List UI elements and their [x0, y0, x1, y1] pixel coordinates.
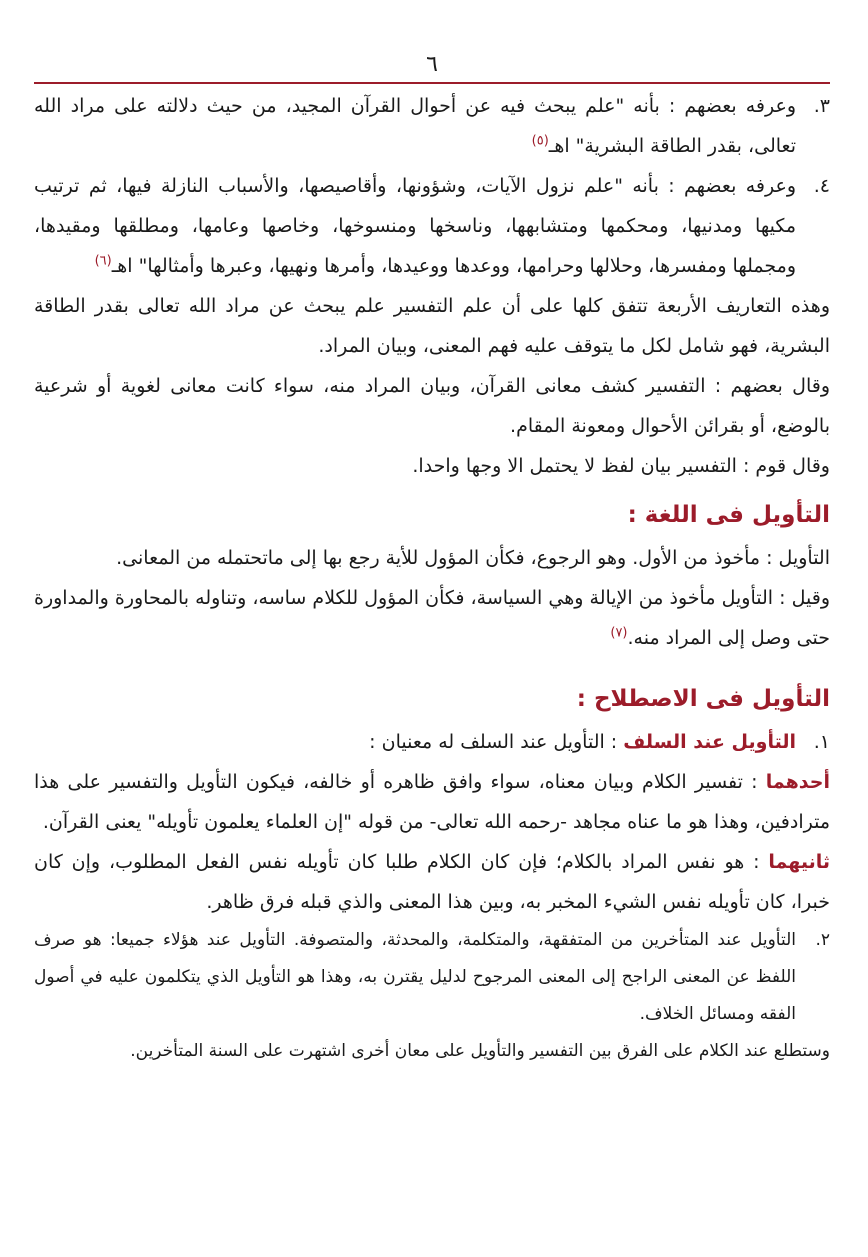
page-number: ٦ — [426, 52, 438, 77]
closing-paragraph: وستطلع عند الكلام على الفرق بين التفسير والتأويل على معان أخرى اشتهرت على السنة المتأخرين. — [130, 1041, 830, 1061]
page-body — [34, 86, 830, 1070]
footnote-ref: (٦) — [94, 253, 112, 269]
first-meaning — [34, 762, 830, 842]
item-number: ٤. — [813, 175, 830, 197]
paragraph: التأويل : مأخوذ من الأول. وهو الرجوع، فكأن المؤول للأية رجع بها إلى ماتحتمله من المعانى. — [116, 547, 830, 569]
page-header — [34, 0, 830, 86]
item-text: : التأويل عند السلف له معنيان : — [369, 731, 624, 753]
list-item-1 — [34, 722, 830, 762]
item-text: وعرفه بعضهم : بأنه "علم نزول الآيات، وشؤونها، وأقاصيصها، والأسباب النازلة فيها، ثم ترتيب مكيها ومدنيها، ومحكمها ومتشابهها، وناسخها ومنسوخها، وخاصها وعامها، ومطلقها ومقيدها، ومجملها ومفسرها، وحلالها وحرامها، ووعدها ووعيدها، وأمرها ونهيها، وعبرها وأمثالها" اهـ — [34, 175, 796, 277]
section-heading-term: التأويل فى الاصطلاح : — [576, 686, 830, 712]
item-label: التأويل عند السلف — [623, 731, 796, 753]
meaning-text: : هو نفس المراد بالكلام؛ فإن كان الكلام طلبا كان تأويله نفس الفعل المطلوب، وإن كان خبرا، كان تأويله نفس الشيء المخبر به، وبين هذا المعنى والذي قبله فرق ظاهر. — [34, 851, 830, 913]
second-meaning — [34, 842, 830, 922]
footnote-ref: (٥) — [531, 133, 549, 149]
list-item-4 — [34, 166, 830, 286]
paragraph-text: وقيل : التأويل مأخوذ من الإيالة وهي السياسة، فكأن المؤول للكلام ساسه، وتناوله بالمحاورة والمداورة حتى وصل إلى المراد منه. — [34, 587, 830, 649]
meaning-label: أحدهما — [765, 771, 830, 793]
footnote-ref: (٧) — [610, 625, 628, 641]
paragraph: وقال قوم : التفسير بيان لفظ لا يحتمل الا وجها واحدا. — [412, 455, 830, 477]
item-text: التأويل عند المتأخرين من المتفقهة، والمتكلمة، والمحدثة، والمتصوفة. التأويل عند هؤلاء جميعا: هو صرف اللفظ عن المعنى الراجح إلى المعنى المرجوح لدليل يقترن به، وهذا هو التأويل الذي يتكلمون عليه في أصول الفقه ومسائل الخلاف. — [34, 930, 796, 1024]
item-number: ٣. — [813, 95, 830, 117]
header-rule — [34, 82, 830, 84]
meaning-text: : تفسير الكلام وبيان معناه، سواء وافق ظاهره أو خالفه، فيكون التأويل والتفسير على هذا مترادفين، وهذا هو ما عناه مجاهد -رحمه الله تعالى- من قوله "إن العلماء يعلمون تأويله" يعنى القرآن. — [34, 771, 830, 833]
list-item-2 — [34, 922, 830, 1033]
list-item-3 — [34, 86, 830, 166]
item-number: ٢. — [815, 930, 830, 950]
meaning-label: ثانيهما — [768, 851, 830, 873]
paragraph — [34, 578, 830, 658]
paragraph: وقال بعضهم : التفسير كشف معانى القرآن، وبيان المراد منه، سواء كانت معانى لغوية أو شرعية بالوضع، أو بقرائن الأحوال ومعونة المقام. — [34, 375, 830, 437]
paragraph: وهذه التعاريف الأربعة تتفق كلها على أن علم التفسير علم يبحث عن مراد الله تعالى بقدر الطاقة البشرية، فهو شامل لكل ما يتوقف عليه فهم المعنى، وبيان المراد. — [34, 295, 830, 357]
section-heading-lang: التأويل فى اللغة : — [627, 502, 830, 528]
item-text: وعرفه بعضهم : بأنه "علم يبحث فيه عن أحوال القرآن المجيد، من حيث دلالته على مراد الله تعالى، بقدر الطاقة البشرية" اهـ — [34, 95, 796, 157]
item-number: ١. — [813, 731, 830, 753]
